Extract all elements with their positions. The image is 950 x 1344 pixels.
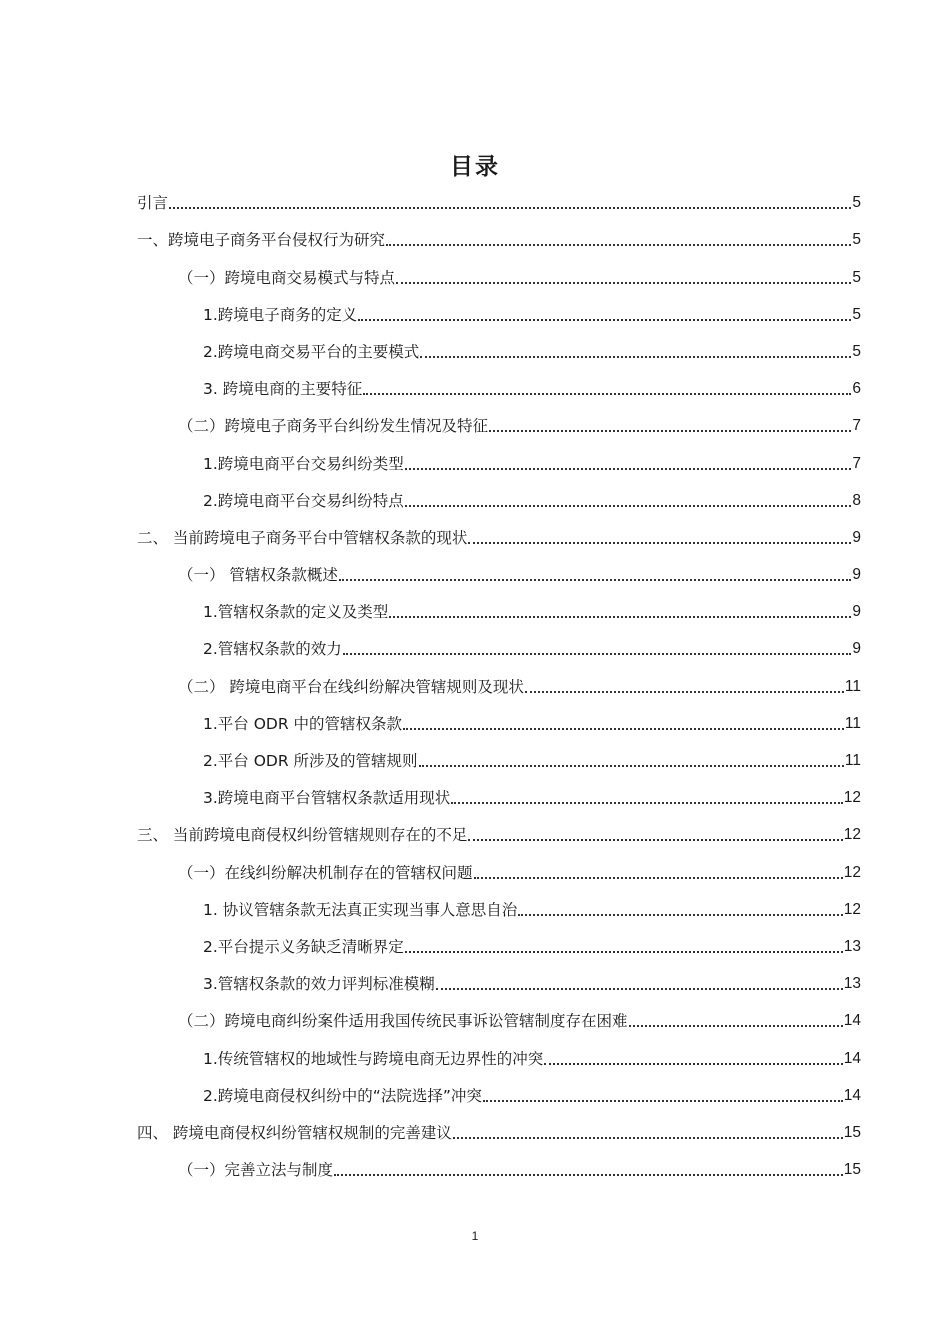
dot-leader <box>453 1137 843 1139</box>
dot-leader <box>419 765 844 767</box>
toc-entry-title: 1.管辖权条款的定义及类型 <box>203 603 389 622</box>
toc-entry-page: 5 <box>852 194 861 212</box>
toc-entry-title: （二）跨境电商纠纷案件适用我国传统民事诉讼管辖制度存在困难 <box>178 1012 628 1031</box>
dot-leader <box>420 356 851 358</box>
toc-entry-title: （一）在线纠纷解决机制存在的管辖权问题 <box>178 863 473 882</box>
toc-entry-title: 1. 协议管辖条款无法真正实现当事人意思自治 <box>203 900 518 919</box>
toc-entry[interactable] <box>137 742 861 779</box>
toc-entry[interactable] <box>137 928 861 965</box>
page-title: 目录 <box>450 154 500 180</box>
toc-entry-title: （二） 跨境电商平台在线纠纷解决管辖规则及现状 <box>178 677 524 696</box>
toc-entry[interactable] <box>137 779 861 816</box>
toc-entry-title: 1.跨境电子商务的定义 <box>203 305 358 324</box>
toc-entry-page: 9 <box>852 566 861 584</box>
toc-entry[interactable] <box>137 816 861 853</box>
toc-entry-page: 12 <box>843 789 861 807</box>
dot-leader <box>358 319 851 321</box>
toc-entry-page: 11 <box>844 677 861 695</box>
toc-entry[interactable] <box>137 444 861 481</box>
toc-entry-title: 1.跨境电商平台交易纠纷类型 <box>203 454 404 473</box>
toc-entry[interactable] <box>137 556 861 593</box>
dot-leader <box>468 839 842 841</box>
toc-entry-title: 2.跨境电商交易平台的主要模式 <box>203 342 420 361</box>
toc-entry-page: 12 <box>843 900 861 918</box>
toc-entry-page: 15 <box>843 1161 861 1179</box>
toc-entry[interactable] <box>137 593 861 630</box>
toc-entry-title: 二、 当前跨境电子商务平台中管辖权条款的现状 <box>137 528 468 547</box>
toc-entry-page: 5 <box>852 342 861 360</box>
dot-leader <box>339 579 851 581</box>
dot-leader <box>405 951 843 953</box>
toc-entry[interactable] <box>137 1114 861 1151</box>
dot-leader <box>436 988 843 990</box>
dot-leader <box>403 728 844 730</box>
dot-leader <box>489 430 851 432</box>
toc-entry[interactable] <box>137 184 861 221</box>
toc-entry[interactable] <box>137 333 861 370</box>
toc-entry-title: 1.平台 ODR 中的管辖权条款 <box>203 714 403 733</box>
dot-leader <box>483 1100 843 1102</box>
toc-entry-page: 15 <box>843 1123 861 1141</box>
toc-entry-page: 5 <box>852 231 861 249</box>
toc-entry-page: 5 <box>852 268 861 286</box>
toc-entry-title: 引言 <box>137 194 169 213</box>
toc-entry-page: 14 <box>843 1012 861 1030</box>
toc-entry[interactable] <box>137 519 861 556</box>
dot-leader <box>363 393 851 395</box>
toc-entry-page: 9 <box>852 640 861 658</box>
toc-entry-title: 一、跨境电子商务平台侵权行为研究 <box>137 231 386 250</box>
page-number: 1 <box>471 1229 479 1243</box>
dot-leader <box>396 282 851 284</box>
dot-leader <box>343 653 852 655</box>
toc-entry-title: 3.管辖权条款的效力评判标准模糊 <box>203 975 435 994</box>
dot-leader <box>518 914 843 916</box>
toc-entry[interactable] <box>137 705 861 742</box>
toc-entry-title: 3.跨境电商平台管辖权条款适用现状 <box>203 789 451 808</box>
table-of-contents <box>137 184 861 1188</box>
toc-entry[interactable] <box>137 853 861 890</box>
dot-leader <box>389 616 851 618</box>
toc-entry-page: 13 <box>843 937 861 955</box>
toc-entry[interactable] <box>137 667 861 704</box>
dot-leader <box>525 691 844 693</box>
toc-entry[interactable] <box>137 1151 861 1188</box>
toc-entry-title: 三、 当前跨境电商侵权纠纷管辖规则存在的不足 <box>137 826 468 845</box>
toc-entry-page: 8 <box>852 491 861 509</box>
toc-entry-page: 12 <box>843 826 861 844</box>
toc-entry-page: 14 <box>843 1049 861 1067</box>
dot-leader <box>405 468 852 470</box>
toc-entry-title: （一） 管辖权条款概述 <box>178 566 338 585</box>
toc-entry[interactable] <box>137 258 861 295</box>
toc-entry-page: 13 <box>843 975 861 993</box>
toc-entry-title: 3. 跨境电商的主要特征 <box>203 380 363 399</box>
toc-entry-page: 11 <box>844 752 861 769</box>
dot-leader <box>334 1174 843 1176</box>
toc-entry[interactable] <box>137 630 861 667</box>
toc-entry-page: 11 <box>844 714 861 732</box>
toc-entry[interactable] <box>137 482 861 519</box>
dot-leader <box>544 1063 842 1065</box>
dot-leader <box>386 244 851 246</box>
toc-entry[interactable] <box>137 221 861 258</box>
toc-entry-title: 2.平台提示义务缺乏清晰界定 <box>203 937 404 956</box>
toc-entry[interactable] <box>137 1039 861 1076</box>
dot-leader <box>474 877 843 879</box>
toc-entry-page: 14 <box>843 1086 861 1104</box>
toc-entry-page: 9 <box>852 603 861 621</box>
toc-entry-page: 5 <box>852 305 861 323</box>
dot-leader <box>405 505 852 507</box>
toc-entry[interactable] <box>137 296 861 333</box>
toc-entry-title: 1.传统管辖权的地域性与跨境电商无边界性的冲突 <box>203 1049 544 1068</box>
toc-entry-page: 7 <box>852 417 861 435</box>
toc-entry[interactable] <box>137 1077 861 1114</box>
toc-entry-title: （一）完善立法与制度 <box>178 1161 334 1180</box>
toc-entry-page: 12 <box>843 863 861 881</box>
dot-leader <box>629 1025 843 1027</box>
dot-leader <box>451 802 842 804</box>
toc-entry-title: 2.跨境电商平台交易纠纷特点 <box>203 491 404 510</box>
toc-entry-page: 7 <box>852 454 861 472</box>
toc-entry[interactable] <box>137 965 861 1002</box>
dot-leader <box>169 207 851 209</box>
toc-entry-page: 9 <box>852 528 861 546</box>
toc-entry-title: （二）跨境电子商务平台纠纷发生情况及特征 <box>178 417 489 436</box>
toc-entry-title: 2.管辖权条款的效力 <box>203 640 342 659</box>
toc-entry-page: 6 <box>852 380 861 398</box>
toc-entry-title: 四、 跨境电商侵权纠纷管辖权规制的完善建议 <box>137 1123 452 1142</box>
toc-entry-title: 2.平台 ODR 所涉及的管辖规则 <box>203 752 418 770</box>
toc-entry[interactable] <box>137 1002 861 1039</box>
toc-entry[interactable] <box>137 891 861 928</box>
toc-entry-title: 2.跨境电商侵权纠纷中的“法院选择”冲突 <box>203 1086 482 1105</box>
toc-entry[interactable] <box>137 407 861 444</box>
toc-entry[interactable] <box>137 370 861 407</box>
toc-entry-title: （一）跨境电商交易模式与特点 <box>178 268 396 287</box>
dot-leader <box>468 542 851 544</box>
